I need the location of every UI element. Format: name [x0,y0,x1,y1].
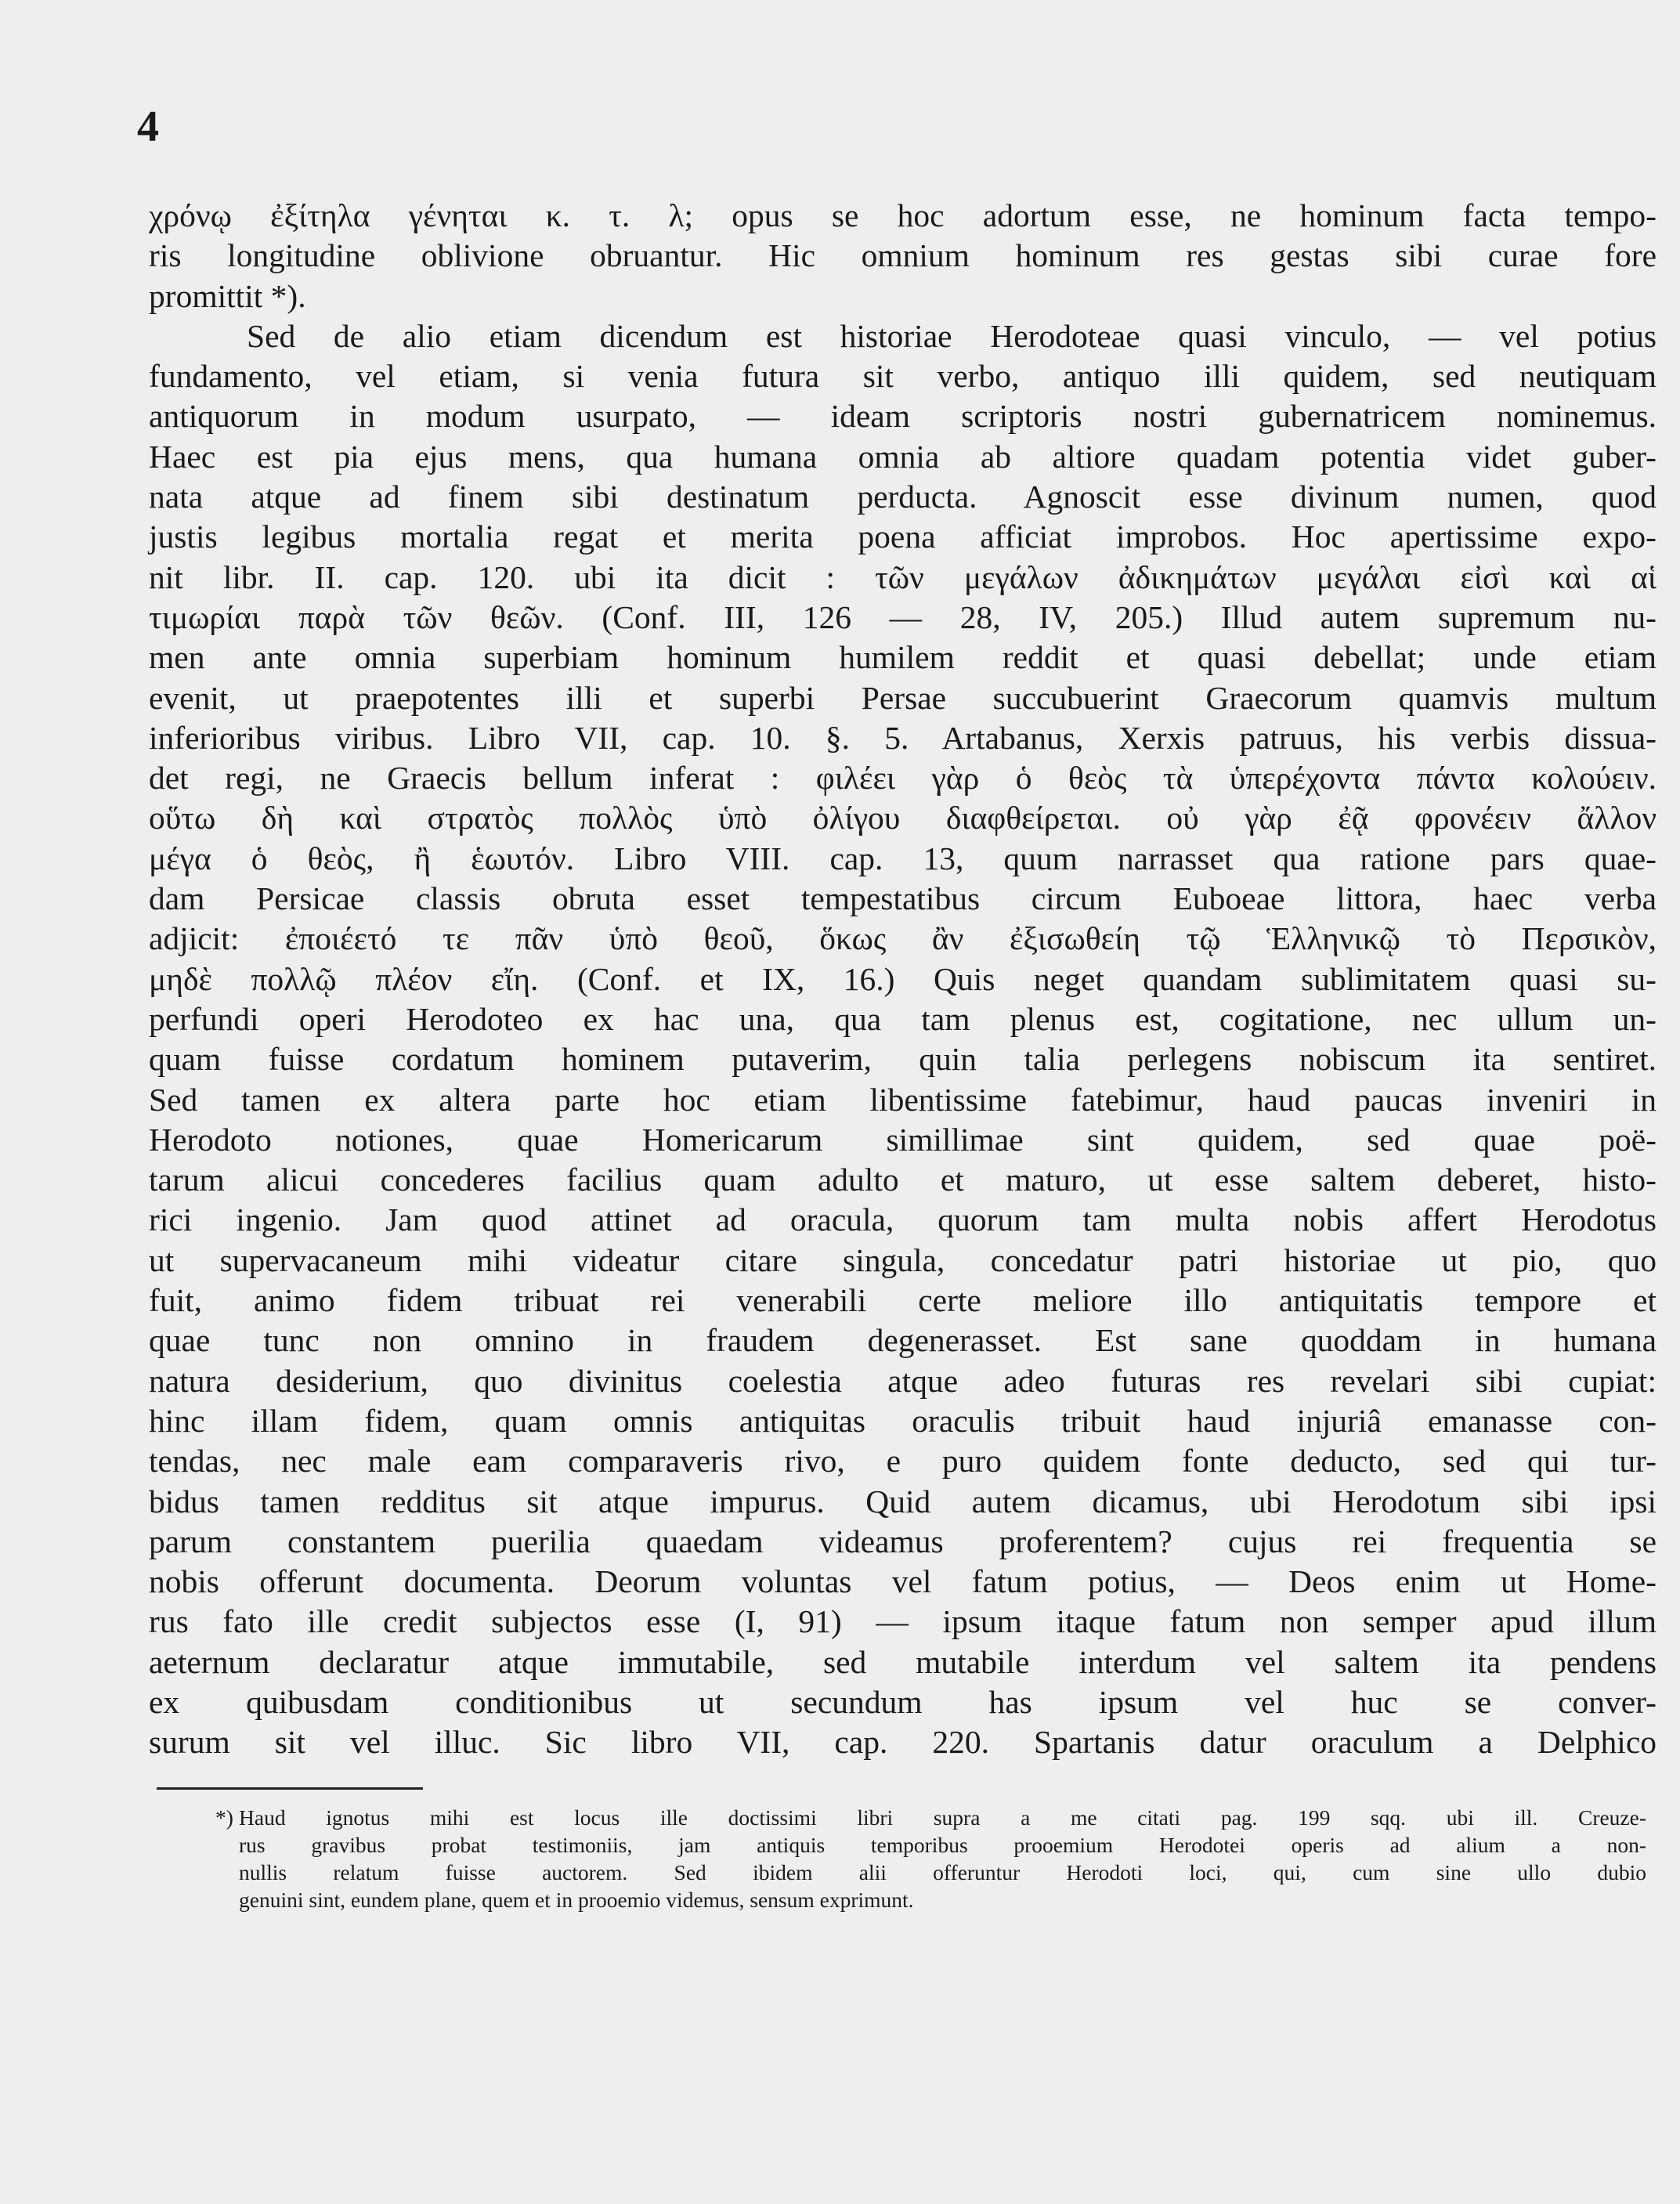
text-line: nata atque ad finem sibi destinatum perducta. Agnoscit esse divinum numen, quod [149,479,1657,515]
text-line: surum sit vel illuc. Sic libro VII, cap. 220. Spartanis datur oraculum a Delphico [149,1724,1657,1761]
text-line: rus fato ille credit subjectos esse (I, 91) — ipsum itaque fatum non semper apud illum [149,1603,1657,1640]
text-line: Herodoto notiones, quae Homericarum simillimae sint quidem, sed quae poë- [149,1121,1657,1158]
text-line: perfundi operi Herodoteo ex hac una, qua tam plenus est, cogitatione, nec ullum un- [149,1000,1657,1037]
text-line: οὕτω δὴ καὶ στρατὸς πολλὸς ὑπὸ ὀλίγου διαφθείρεται. οὐ γὰρ ἐᾷ φρονέειν ἄλλον [149,800,1657,836]
text-line: nit libr. II. cap. 120. ubi ita dicit : τῶν μεγάλων ἀδικημάτων μεγάλαι εἰσὶ καὶ αἱ [149,558,1657,595]
text-line: tarum alicui concederes facilius quam adulto et maturo, ut esse saltem deberet, histo- [149,1162,1657,1198]
text-line: ut supervacaneum mihi videatur citare singula, concedatur patri historiae ut pio, quo [149,1241,1657,1278]
text-line: fuit, animo fidem tribuat rei venerabili certe meliore illo antiquitatis tempore et [149,1282,1657,1319]
text-line: ex quibusdam conditionibus ut secundum has ipsum vel huc se conver- [149,1683,1657,1720]
text-line: nobis offerunt documenta. Deorum voluntas vel fatum potius, — Deos enim ut Home- [149,1563,1657,1600]
text-line: promittit *). [149,277,306,314]
text-line: ris longitudine oblivione obruantur. Hic omnium hominum res gestas sibi curae fore [149,237,1657,274]
footnote-marker: *) [215,1805,233,1830]
text-line: hinc illam fidem, quam omnis antiquitas oraculis tribuit haud injuriâ emanasse con- [149,1402,1657,1439]
body-text [149,196,1657,1763]
text-line: justis legibus mortalia regat et merita poena afficiat improbos. Hoc apertissime expo- [149,518,1657,555]
text-line: natura desiderium, quo divinitus coelestia atque adeo futuras res revelari sibi cupiat: [149,1362,1657,1399]
text-line: evenit, ut praepotentes illi et superbi Persae succubuerint Graecorum quamvis multum [149,679,1657,716]
footnote-line: genuini sint, eundem plane, quem et in prooemio videmus, sensum exprimunt. [239,1888,914,1912]
text-line: μηδὲ πολλῷ πλέον εἴη. (Conf. et IX, 16.) Quis neget quandam sublimitatem quasi su- [149,960,1657,997]
footnote [215,1804,1646,1913]
text-line: Sed tamen ex altera parte hoc etiam libentissime fatebimur, haud paucas inveniri in [149,1081,1657,1118]
footnote-divider [157,1787,423,1790]
text-line: fundamento, vel etiam, si venia futura sit verbo, antiquo illi quidem, sed neutiquam [149,358,1657,395]
text-line: parum constantem puerilia quaedam videamus proferentem? cujus rei frequentia se [149,1523,1657,1559]
text-line: det regi, ne Graecis bellum inferat : φιλέει γὰρ ὁ θεὸς τὰ ὑπερέχοντα πάντα κολούειν. [149,760,1657,797]
text-line: rici ingenio. Jam quod attinet ad oracula, quorum tam multa nobis affert Herodotus [149,1201,1657,1238]
footnote-line: Haud ignotus mihi est locus ille doctissimi libri supra a me citati pag. 199 sqq. ubi ill. Creuze- [239,1805,1646,1830]
text-line: quam fuisse cordatum hominem putaverim, quin talia perlegens nobiscum ita sentiret. [149,1041,1657,1078]
text-line: τιμωρίαι παρὰ τῶν θεῶν. (Conf. III, 126 — 28, IV, 205.) Illud autem supremum nu- [149,598,1657,635]
footnote-line: rus gravibus probat testimoniis, jam antiquis temporibus prooemium Herodotei operis ad alium a non- [239,1833,1646,1857]
footnote-line: nullis relatum fuisse auctorem. Sed ibidem alii offeruntur Herodoti loci, qui, cum sine ullo dubio [239,1860,1646,1884]
text-line: adjicit: ἐποιέετό τε πᾶν ὑπὸ θεοῦ, ὅκως ἂν ἐξισωθείη τῷ Ἑλληνικῷ τὸ Περσικὸν, [149,920,1657,957]
text-line: tendas, nec male eam comparaveris rivo, e puro quidem fonte deducto, sed qui tur- [149,1443,1657,1480]
text-line: men ante omnia superbiam hominum humilem reddit et quasi debellat; unde etiam [149,639,1657,676]
text-line: χρόνῳ ἐξίτηλα γένηται κ. τ. λ; opus se hoc adortum esse, ne hominum facta tempo- [149,197,1657,233]
text-line: μέγα ὁ θεὸς, ἢ ἑωυτόν. Libro VIII. cap. 13, quum narrasset qua ratione pars quae- [149,840,1657,876]
text-line: bidus tamen redditus sit atque impurus. Quid autem dicamus, ubi Herodotum sibi ipsi [149,1483,1657,1519]
text-line: inferioribus viribus. Libro VII, cap. 10. §. 5. Artabanus, Xerxis patruus, his verbis dissua- [149,719,1657,756]
text-line: antiquorum in modum usurpato, — ideam scriptoris nostri gubernatricem nominemus. [149,398,1657,435]
text-line: aeternum declaratur atque immutabile, sed mutabile interdum vel saltem ita pendens [149,1643,1657,1680]
text-line: Haec est pia ejus mens, qua humana omnia ab altiore quadam potentia videt guber- [149,438,1657,475]
text-line: dam Persicae classis obruta esset tempestatibus circum Euboeae littora, haec verba [149,880,1657,917]
page-number: 4 [137,103,159,151]
text-line: quae tunc non omnino in fraudem degenerasset. Est sane quoddam in humana [149,1322,1657,1359]
text-line: Sed de alio etiam dicendum est historiae Herodoteae quasi vinculo, — vel potius [247,317,1657,354]
